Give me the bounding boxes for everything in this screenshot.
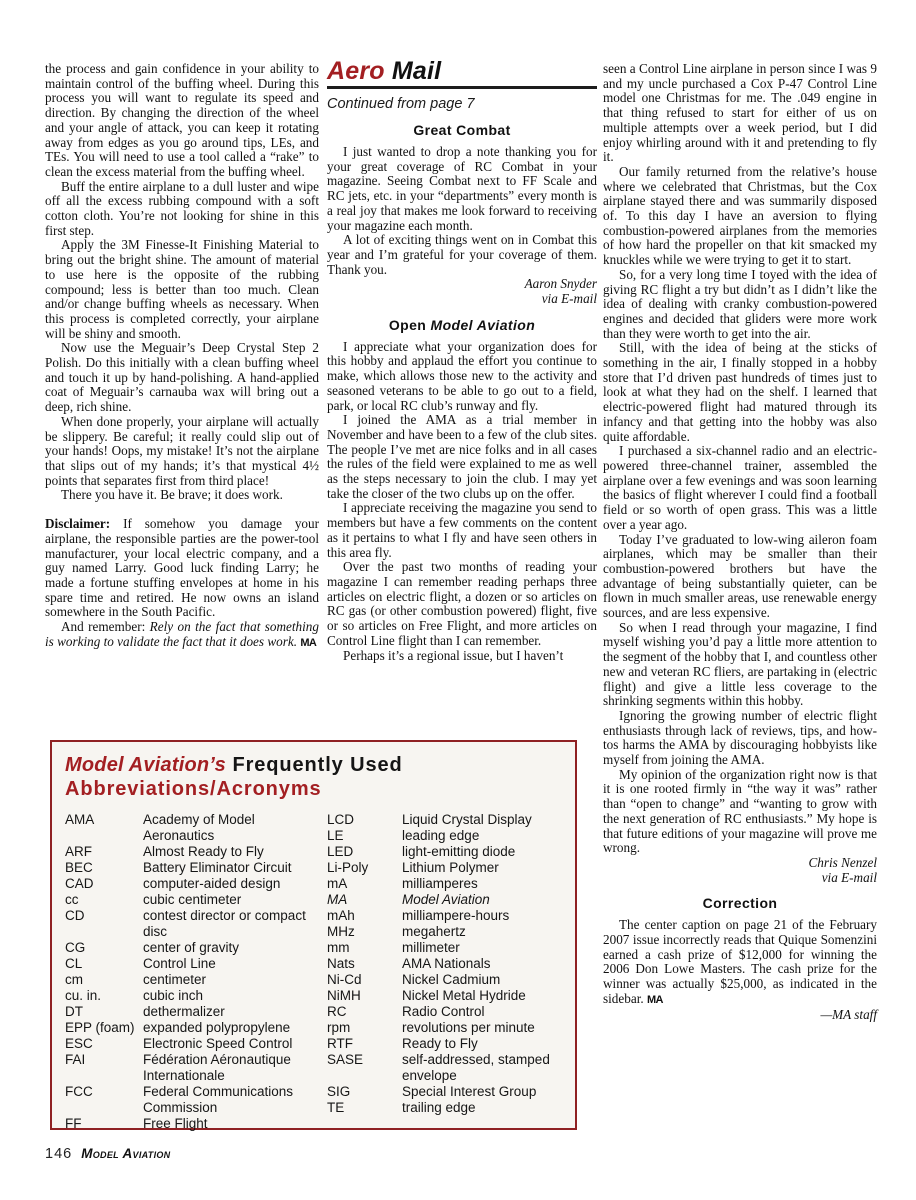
paragraph	[603, 918, 877, 1007]
paragraph	[45, 415, 319, 489]
abbreviation-term: ARF	[65, 844, 92, 859]
text-segment: If somehow you damage your airplane, the responsible parties are the power-tool manufacturer, your local electric company, and a guy named Larry. Good luck finding Larry; he made a fortune stuffing envelopes at home in his spare time and retired. He now owns an island somewhere in the South Pacific.	[45, 516, 319, 620]
signature-line	[603, 1008, 877, 1023]
abbreviation-row	[65, 956, 327, 972]
text-segment: Still, with the idea of being at the sticks of something in the air, I finally stopped in a hobby store that I’d driven past hundreds of times just to look at what they had on the shelf. I learned that electric-powered flight had matured through its infancy and that getting into the hobby was also quite affordable.	[603, 340, 877, 444]
abbreviation-term: MHz	[327, 924, 355, 939]
abbreviation-term: Li-Poly	[327, 860, 369, 875]
abbreviation-term: CAD	[65, 876, 94, 891]
paragraph	[603, 621, 877, 709]
abbreviation-row	[65, 844, 327, 860]
signature-line	[327, 292, 597, 307]
abbreviation-term: Nats	[327, 956, 355, 971]
abbreviation-term: BEC	[65, 860, 93, 875]
text-segment: Great Combat	[413, 122, 511, 138]
paragraph	[327, 501, 597, 560]
signature-line	[327, 277, 597, 292]
abbreviation-row	[65, 892, 327, 908]
column-left	[45, 62, 319, 650]
abbreviation-term: RTF	[327, 1036, 353, 1051]
text-segment: Buff the entire airplane to a dull luster and wipe off all the excess rubbing compound with a soft cotton cloth. You’re not looking for shine in this first step.	[45, 178, 319, 238]
section-heading	[327, 122, 597, 138]
column-middle-body	[327, 122, 597, 663]
text-segment: The center caption on page 21 of the February 2007 issue incorrectly reads that Quique Somenzini earned a cash prize of $12,000 for winning the 2006 Don Lowe Masters. The cash prize for the winner was actually $25,000, as indicated in the sidebar.	[603, 917, 877, 1006]
abbreviation-row	[65, 1116, 327, 1132]
abbreviation-definition: dethermalizer	[143, 1004, 225, 1019]
aero-mail-title-red: Aero	[327, 57, 385, 85]
abbreviation-row	[327, 988, 567, 1004]
abbreviation-row	[327, 1020, 567, 1036]
paragraph	[327, 649, 597, 664]
abbreviation-definition: millimeter	[402, 940, 460, 955]
paragraph	[45, 180, 319, 239]
abbreviation-row	[65, 972, 327, 988]
text-segment: Today I’ve graduated to low-wing aileron foam airplanes, which may be smaller than their combustion-powered brothers but have the advantage of being substantially quieter, can be flown in much smaller areas, use renewable energy sources, and are less expensive.	[603, 531, 877, 621]
abbreviation-term: rpm	[327, 1020, 351, 1035]
abbreviation-term: cm	[65, 972, 83, 987]
paragraph	[603, 268, 877, 342]
paragraph	[603, 533, 877, 621]
abbreviation-row	[327, 1100, 567, 1116]
abbreviation-term: TE	[327, 1100, 345, 1115]
aero-mail-header	[327, 58, 597, 89]
text-segment: the process and gain confidence in your ability to maintain control of the buffing wheel. During this process you will want to regulate its speed and direction. By changing the direction of the wheel and your angle of attack, you can keep it rotating away from edges as you go around tips, LEs, and TEs. You will need to use a tool called a “rake” to clean the excess material from the buffing wheel.	[45, 61, 319, 179]
abbreviation-definition: Radio Control	[402, 1004, 485, 1019]
abbreviation-term: LCD	[327, 812, 355, 827]
abbreviation-row	[65, 1052, 327, 1084]
text-segment: Rely on the fact that something is working to validate the fact that it does work.	[45, 619, 319, 649]
section-heading	[327, 317, 597, 333]
paragraph	[603, 341, 877, 444]
abbreviation-definition: megahertz	[402, 924, 466, 939]
abbreviation-definition: computer-aided design	[143, 876, 281, 891]
text-segment: Correction	[702, 895, 778, 912]
abbreviation-definition: Nickel Metal Hydride	[402, 988, 526, 1003]
text-segment: I just wanted to drop a note thanking you for your great coverage of RC Combat in your magazine. Seeing Combat next to FF Scale and RC jets, etc. in your “departments” every month is a real joy that makes me look forward to receiving your magazine each month.	[327, 144, 597, 233]
abbreviation-row	[65, 876, 327, 892]
abbreviations-box-title-line1	[65, 753, 562, 777]
text-segment: When done properly, your airplane will actually be slippery. Be careful; it really could slip out of your hands! Oops, my mistake! It’s not the airplane that slips out of my hands; it’s that mystical 4½ points that separates first from third place!	[45, 413, 319, 488]
abbreviations-lists	[65, 812, 562, 1132]
abbreviation-row	[327, 892, 567, 908]
abbreviation-definition: Ready to Fly	[402, 1036, 478, 1051]
abbreviation-term: EPP (foam)	[65, 1020, 135, 1035]
column-middle	[327, 58, 597, 663]
abbreviation-definition: Battery Eliminator Circuit	[143, 860, 292, 875]
box-title-magazine-name: Model Aviation’s	[65, 754, 227, 776]
abbreviation-term: CD	[65, 908, 85, 923]
abbreviation-definition: leading edge	[402, 828, 480, 843]
abbreviation-term: Ni-Cd	[327, 972, 362, 987]
text-segment: I joined the AMA as a trial member in November and have been to a few of the club sites. The people I’ve met are nice folks and in all cases the rules of the field were explained to me as well as the steps necessary to join the club. I may yet take the closer of the two clubs up on the offer.	[327, 412, 597, 501]
text-segment: So when I read through your magazine, I find myself wishing you’d pay a little more attention to the segment of the hobby that I, and countless other new and veteran RC fliers, are partaking in (electric flight) and give a little less coverage to the shrinking segments within this hobby.	[603, 619, 877, 709]
abbreviation-term: cu. in.	[65, 988, 102, 1003]
abbreviation-term: RC	[327, 1004, 347, 1019]
paragraph	[327, 233, 597, 277]
abbreviation-definition: center of gravity	[143, 940, 240, 955]
text-segment: My opinion of the organization right now is that it is one rooted firmly in “the way it was” rather than “open to change” and “wanting to grow with the next generation of RC enthusiasts.” My hope is that future editions of your magazine will prove me wrong.	[603, 766, 877, 856]
abbreviation-definition: expanded polypropylene	[143, 1020, 291, 1035]
paragraph	[603, 165, 877, 268]
text-segment: And remember:	[61, 619, 150, 635]
abbreviation-definition: revolutions per minute	[402, 1020, 535, 1035]
continued-from-note: Continued from page 7	[327, 96, 475, 112]
abbreviations-box	[50, 740, 577, 1130]
abbreviation-definition: AMA Nationals	[402, 956, 491, 971]
paragraph	[45, 238, 319, 341]
paragraph	[603, 709, 877, 768]
text-segment: via E-mail	[821, 869, 877, 885]
text-segment: Aaron Snyder	[524, 276, 597, 292]
text-segment: Now use the Meguair’s Deep Crystal Step 2 Polish. Do this initially with a clean buffing wheel and touch it up by hand-polishing. A hand-applied coat of Meguair’s carnauba wax will bring out a deep, rich shine.	[45, 340, 319, 415]
abbreviation-term: MA	[327, 892, 348, 907]
abbreviation-definition: cubic inch	[143, 988, 204, 1003]
abbreviation-definition: milliampere-hours	[402, 908, 510, 923]
abbreviation-term: cc	[65, 892, 79, 907]
paragraph	[45, 488, 319, 503]
text-segment: Open	[388, 316, 431, 333]
abbreviation-term: LED	[327, 844, 354, 859]
abbreviation-term: SASE	[327, 1052, 364, 1067]
text-segment: A lot of exciting things went on in Combat this year and I’m grateful for your coverage of them. Thank you.	[327, 232, 597, 277]
abbreviation-row	[327, 844, 567, 860]
abbreviation-term: NiMH	[327, 988, 361, 1003]
text-segment: Apply the 3M Finesse-It Finishing Material to bring out the bright shine. The amount of material to use here is the opposite of the rubbing compound; less is better than too much. Clean and/or change buffing wheels as necessary. When this process is completed correctly, your airplane will be shiny and smooth.	[45, 237, 319, 341]
ma-logo-glyph: MA	[300, 636, 317, 649]
abbreviation-definition: Liquid Crystal Display	[402, 812, 532, 827]
abbreviation-term: DT	[65, 1004, 83, 1019]
text-segment: —MA staff	[820, 1006, 877, 1022]
abbreviation-row	[65, 812, 327, 844]
signature-line	[603, 871, 877, 886]
abbreviation-definition: contest director or compact disc	[143, 908, 306, 939]
abbreviation-term: LE	[327, 828, 344, 843]
abbreviation-row	[327, 1004, 567, 1020]
abbreviation-definition: Special Interest Group	[402, 1084, 537, 1099]
text-segment: I purchased a six-channel radio and an electric-powered three-channel trainer, assembled the airplane over a few evenings and was soon learning the basics of flight wherever I could find a football field or so worth of open grass. This was a little over a year ago.	[603, 443, 877, 532]
abbreviations-list-right	[327, 812, 567, 1132]
abbreviation-row	[65, 988, 327, 1004]
paragraph	[327, 145, 597, 233]
abbreviations-box-title	[65, 753, 562, 801]
paragraph	[327, 413, 597, 501]
abbreviation-definition: Free Flight	[143, 1116, 208, 1131]
abbreviation-row	[327, 876, 567, 892]
abbreviation-term: mm	[327, 940, 350, 955]
abbreviation-row	[65, 940, 327, 956]
abbreviation-definition: Academy of Model Aeronautics	[143, 812, 255, 843]
abbreviation-definition: cubic centimeter	[143, 892, 242, 907]
abbreviation-row	[65, 1004, 327, 1020]
text-segment: Perhaps it’s a regional issue, but I haven’t	[343, 647, 564, 663]
abbreviation-term: CL	[65, 956, 83, 971]
abbreviation-row	[327, 812, 567, 828]
paragraph	[45, 517, 319, 620]
section-heading	[603, 895, 877, 911]
text-segment: via E-mail	[541, 291, 597, 307]
abbreviation-term: FAI	[65, 1052, 86, 1067]
abbreviations-box-title-line2: Abbreviations/Acronyms	[65, 778, 322, 800]
abbreviation-term: FCC	[65, 1084, 93, 1099]
abbreviation-row	[65, 860, 327, 876]
text-segment: Over the past two months of reading your magazine I can remember reading perhaps three articles on electric flight, a dozen or so articles on RC gas (or other combustion powered) flight, five or so articles on Free Flight, and more articles on Control Line flight than I can remember.	[327, 559, 597, 648]
paragraph	[603, 62, 877, 165]
box-title-rest: Frequently Used	[226, 754, 403, 776]
abbreviation-definition: Nickel Cadmium	[402, 972, 501, 987]
text-segment: Model Aviation	[430, 316, 536, 333]
ma-logo-glyph: MA	[646, 993, 663, 1006]
text-segment: I appreciate what your organization does for this hobby and applaud the effort you continue to make, which allows those new to the activity and seasoned veterans to be able to go out to a field, park, or local RC club’s runway and fly.	[327, 338, 597, 413]
abbreviation-row	[327, 1052, 567, 1084]
text-segment: Disclaimer:	[45, 516, 124, 532]
abbreviation-definition: milliamperes	[402, 876, 478, 891]
paragraph	[45, 620, 319, 650]
abbreviation-term: mAh	[327, 908, 355, 923]
text-segment: I appreciate receiving the magazine you send to members but have a few comments on the content as it pertains to what I fly and have seen others in this area fly.	[327, 500, 597, 560]
text-segment: So, for a very long time I toyed with the idea of giving RC flight a try but didn’t as I didn’t like the idea of dealing with cranky combustion-powered engines and decided that gliders were more work than they were worth to get into the air.	[603, 266, 877, 341]
signature-line	[603, 856, 877, 871]
aero-mail-title-black: Mail	[384, 57, 442, 85]
paragraph	[603, 444, 877, 532]
paragraph	[327, 340, 597, 414]
abbreviation-definition: Fédération Aéronautique Internationale	[143, 1052, 291, 1083]
paragraph	[45, 341, 319, 415]
abbreviation-row	[327, 828, 567, 844]
abbreviation-term: ESC	[65, 1036, 93, 1051]
abbreviation-row	[65, 1020, 327, 1036]
abbreviation-term: FF	[65, 1116, 82, 1131]
magazine-logo: Model Aviation	[81, 1146, 171, 1161]
abbreviations-list-left	[65, 812, 327, 1132]
abbreviation-definition: Lithium Polymer	[402, 860, 499, 875]
text-segment: There you have it. Be brave; it does work.	[61, 487, 283, 503]
abbreviation-row	[65, 1084, 327, 1116]
abbreviation-row	[65, 908, 327, 940]
abbreviation-definition: self-addressed, stamped envelope	[402, 1052, 550, 1083]
abbreviation-row	[327, 940, 567, 956]
abbreviation-row	[327, 924, 567, 940]
text-segment: Chris Nenzel	[808, 854, 877, 870]
abbreviation-definition: trailing edge	[402, 1100, 476, 1115]
abbreviation-definition: centimeter	[143, 972, 207, 987]
abbreviation-definition: Electronic Speed Control	[143, 1036, 293, 1051]
text-segment: Our family returned from the relative’s house where we celebrated that Christmas, but the Cox airplane stayed there and was summarily disposed of. To this day I have an aversion to flying combustion-powered airplanes from the memories of how hard the propeller on that kit smacked my knuckles while we were trying to get it to start.	[603, 163, 877, 268]
abbreviation-definition: light-emitting diode	[402, 844, 516, 859]
text-segment: seen a Control Line airplane in person since I was 9 and my uncle purchased a Cox P-47 Control Line model one Christmas for me. The .049 engine in that thing refused to start for either of us on multiple attempts over a week period, but I did enjoy whirling around with it and pretending to fly it.	[603, 61, 877, 165]
abbreviation-term: CG	[65, 940, 86, 955]
paragraph	[45, 62, 319, 180]
page-footer	[45, 1146, 170, 1162]
abbreviation-term: AMA	[65, 812, 95, 827]
paragraph	[603, 768, 877, 856]
abbreviation-definition: Control Line	[143, 956, 216, 971]
paragraph	[327, 560, 597, 648]
abbreviation-definition: Almost Ready to Fly	[143, 844, 264, 859]
abbreviation-row	[65, 1036, 327, 1052]
abbreviation-row	[327, 972, 567, 988]
abbreviation-definition: Model Aviation	[402, 892, 490, 907]
abbreviation-term: SIG	[327, 1084, 351, 1099]
abbreviation-term: mA	[327, 876, 348, 891]
abbreviation-row	[327, 1084, 567, 1100]
abbreviation-row	[327, 1036, 567, 1052]
abbreviation-row	[327, 860, 567, 876]
page-number: 146	[45, 1146, 73, 1162]
abbreviation-definition: Federal Communications Commission	[143, 1084, 294, 1115]
column-right	[603, 62, 877, 1022]
abbreviation-row	[327, 956, 567, 972]
abbreviation-row	[327, 908, 567, 924]
text-segment: Ignoring the growing number of electric flight enthusiasts through lack of reviews, tips, and how-tos harms the AMA by discouraging hobbyists like myself from joining the AMA.	[603, 707, 877, 768]
